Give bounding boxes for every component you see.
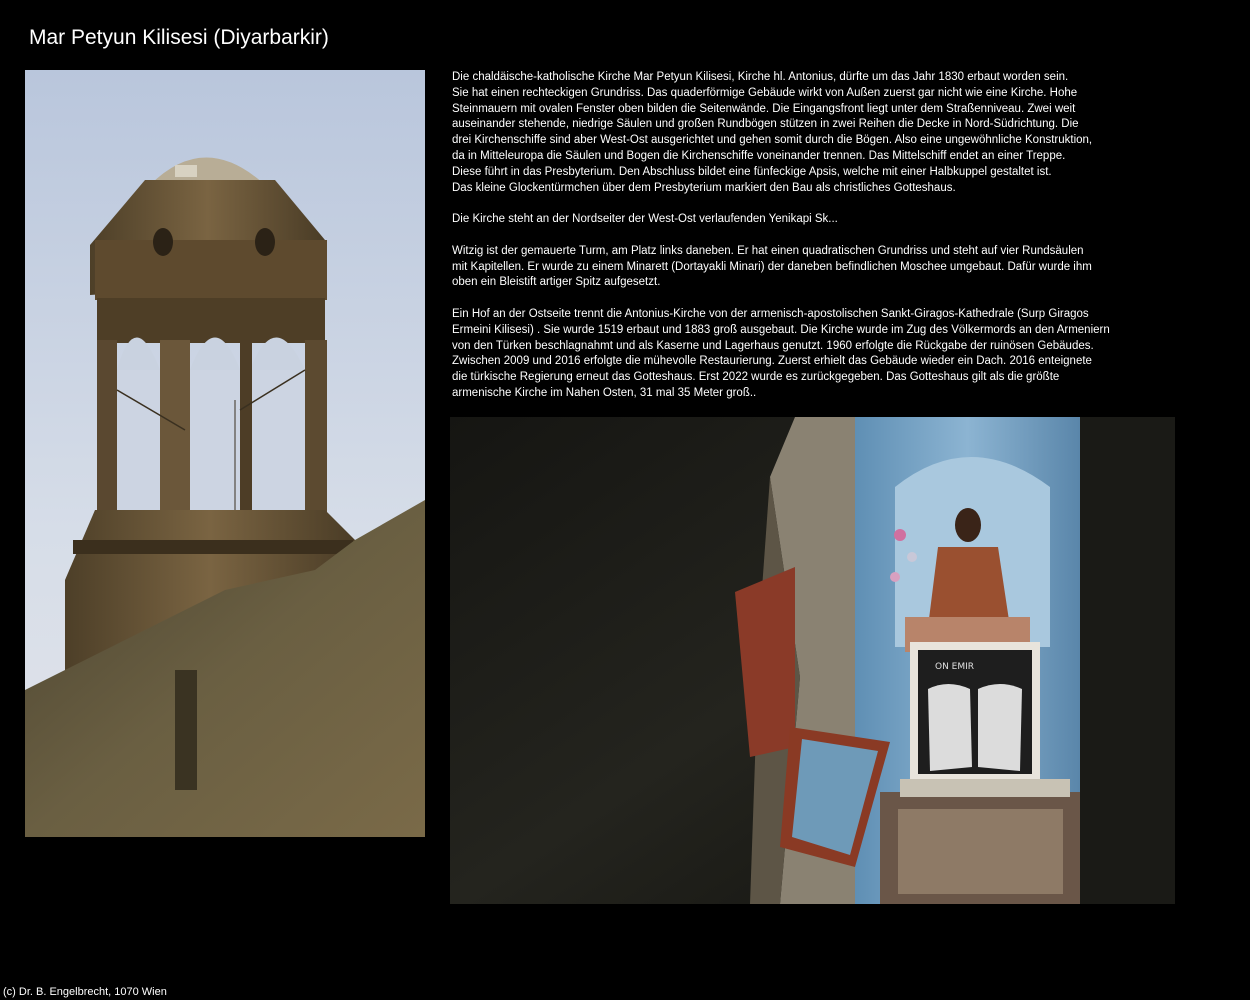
description-paragraph-1 [452, 70, 1182, 196]
description-line: Die chaldäische-katholische Kirche Mar Petyun Kilisesi, Kirche hl. Antonius, dürfte um das Jahr 1830 erbaut worden sein. [452, 71, 1069, 83]
bell-tower-illustration [25, 70, 425, 837]
description-text [452, 70, 1182, 418]
description-line: armenische Kirche im Nahen Osten, 31 mal 35 Meter groß.. [452, 386, 757, 399]
page-title: Mar Petyun Kilisesi (Diyarbarkir) [29, 26, 329, 49]
photo-bell-tower [25, 70, 425, 837]
photo-church-interior [450, 417, 1175, 904]
description-line: auseinander stehende, niedrige Säulen und großen Rundbögen stützen in zwei Reihen die Decke in Nord-Südrichtung. Die [452, 118, 1079, 131]
copyright-footer: (c) Dr. B. Engelbrecht, 1070 Wien [3, 986, 167, 998]
description-paragraph-4 [452, 307, 1182, 402]
description-line: Zwischen 2009 und 2016 erfolgte die mühevolle Restaurierung. Zuerst erhielt das Gebäude wieder ein Dach. 2016 enteignete [452, 355, 1092, 368]
description-paragraph-2 [452, 212, 1182, 228]
description-line: die türkische Regierung erneut das Gotteshaus. Erst 2022 wurde es zurückgegeben. Das Gotteshaus gilt als die größte [452, 371, 1060, 384]
description-line: Die Kirche steht an der Nordseiter der West-Ost verlaufenden Yenikapi Sk... [452, 213, 838, 226]
description-line: von den Türken beschlagnahmt und als Kaserne und Lagerhaus genutzt. 1960 erfolgte die Rückgabe der ruinösen Gebäudes. [452, 339, 1094, 352]
description-line: Diese führt in das Presbyterium. Den Abschluss bildet eine fünfeckige Apsis, welche mit einer Halbkuppel gestaltet ist. [452, 165, 1052, 178]
description-line: Steinmauern mit ovalen Fenster oben bilden die Seitenwände. Die Eingangsfront liegt unter dem Straßenniveau. Zwei weit [452, 102, 1076, 115]
description-line: Sie hat einen rechteckigen Grundriss. Das quaderförmige Gebäude wirkt von Außen zuerst gar nicht wie eine Kirche. Hohe [452, 86, 1078, 99]
description-paragraph-3 [452, 244, 1182, 291]
description-line: mit Kapitellen. Er wurde zu einem Minarett (Dortayakli Minari) der daneben befindlichen Moschee umgebaut. Dafür wurde ihm [452, 260, 1092, 273]
description-line: da in Mitteleuropa die Säulen und Bogen die Kirchenschiffe voneinander trennen. Das Mittelschiff endet an einer Treppe. [452, 149, 1066, 162]
description-line: Ermeini Kilisesi) . Sie wurde 1519 erbaut und 1883 groß ausgebaut. Die Kirche wurde im Zug des Völkermords an den Armeniern [452, 323, 1110, 336]
description-line: Witzig ist der gemauerte Turm, am Platz links daneben. Er hat einen quadratischen Grundriss und steht auf vier Rundsäulen [452, 244, 1084, 257]
description-line: drei Kirchenschiffe sind aber West-Ost ausgerichtet und gehen somit durch die Bögen. Also eine ungewöhnliche Konstruktion, [452, 134, 1093, 147]
description-line: Das kleine Glockentürmchen über dem Presbyterium markiert den Bau als christliches Gotteshaus. [452, 181, 956, 194]
description-line: oben ein Bleistift artiger Spitz aufgesetzt. [452, 276, 661, 289]
church-interior-illustration [450, 417, 1175, 904]
description-line: Ein Hof an der Ostseite trennt die Antonius-Kirche von der armenisch-apostolischen Sankt-Giragos-Kathedrale (Surp Giragos [452, 307, 1089, 320]
tablet-heading: ON EMIR [935, 662, 975, 672]
